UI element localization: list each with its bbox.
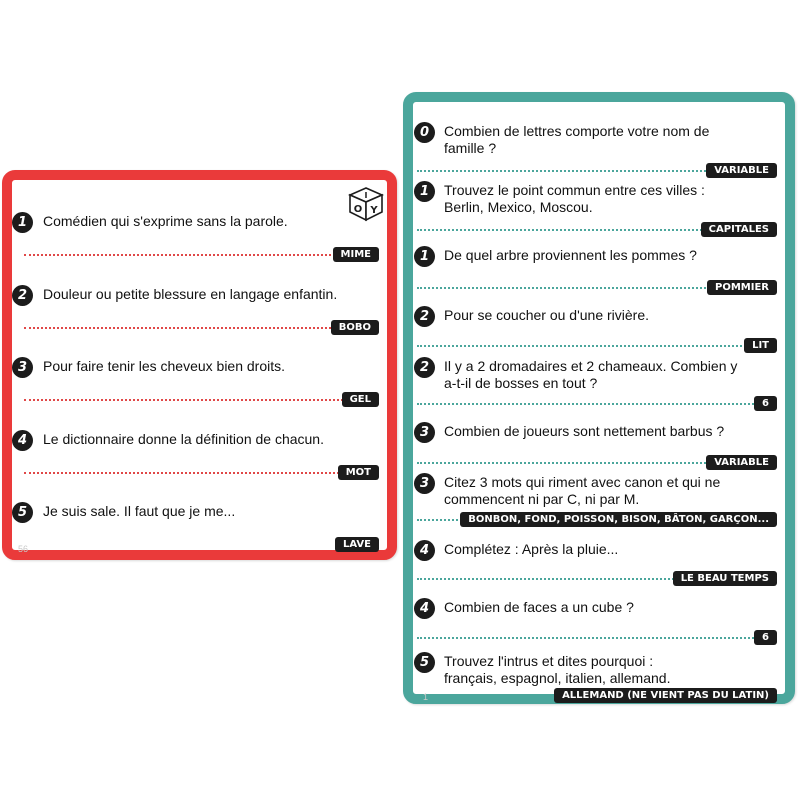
answer-row <box>417 512 777 528</box>
question-text-line: Pour se coucher ou d'une rivière. <box>444 307 650 323</box>
answer-label: GEL <box>342 392 379 407</box>
question-text-line: famille ? <box>444 140 497 156</box>
answer-label: MOT <box>338 465 379 480</box>
red-question-card <box>2 170 397 560</box>
answer-label: LAVE <box>335 537 379 552</box>
answer-row <box>24 392 379 408</box>
question-text <box>444 423 775 440</box>
question-text-line: Berlin, Mexico, Moscou. <box>444 199 593 215</box>
dice-letter-left: O <box>353 204 363 215</box>
question-text <box>444 599 775 616</box>
question-number-badge: 5 <box>12 502 33 523</box>
answer-label: 6 <box>754 630 777 645</box>
question-text-line: Complétez : Après la pluie... <box>444 541 619 557</box>
answer-row <box>24 537 379 553</box>
question-number-badge: 4 <box>414 540 435 561</box>
question-text: Pour faire tenir les cheveux bien droits. <box>43 358 286 374</box>
question-text-line: français, espagnol, italien, allemand. <box>444 670 671 686</box>
dotted-divider <box>24 472 379 474</box>
question-number-badge: 3 <box>12 357 33 378</box>
dice-letter-top: I <box>364 191 368 200</box>
answer-row <box>417 630 777 646</box>
question-number-badge: 2 <box>12 285 33 306</box>
answer-row <box>417 280 777 296</box>
page-number: 1 <box>423 692 429 702</box>
question-number-badge: 2 <box>414 357 435 378</box>
dice-letter-right: Y <box>370 205 378 216</box>
dotted-divider <box>417 637 777 639</box>
question-number-badge: 0 <box>414 122 435 143</box>
dotted-divider <box>417 403 777 405</box>
answer-row <box>24 320 379 336</box>
question-text <box>444 653 775 687</box>
question-text <box>444 307 775 324</box>
question-text <box>444 182 775 216</box>
question-number-badge: 5 <box>414 652 435 673</box>
answer-row <box>417 571 777 587</box>
answer-label: POMMIER <box>707 280 777 295</box>
question-text <box>444 474 775 508</box>
question-text-line: Combien de faces a un cube ? <box>444 599 634 615</box>
answer-label: 6 <box>754 396 777 411</box>
dotted-divider <box>24 399 379 401</box>
question-text <box>444 358 775 392</box>
answer-row <box>417 455 777 471</box>
question-text: Comédien qui s'exprime sans la parole. <box>43 213 288 229</box>
question-text-line: Citez 3 mots qui riment avec canon et qui ne <box>444 474 721 490</box>
answer-row <box>417 163 777 179</box>
answer-label: LE BEAU TEMPS <box>673 571 777 586</box>
answer-label: VARIABLE <box>706 455 777 470</box>
answer-label: LIT <box>744 338 777 353</box>
question-number-badge: 1 <box>414 246 435 267</box>
dotted-divider <box>417 345 777 347</box>
question-text-line: Il y a 2 dromadaires et 2 chameaux. Combien y <box>444 358 738 374</box>
answer-row <box>24 247 379 263</box>
answer-row <box>417 396 777 412</box>
answer-label: MIME <box>333 247 379 262</box>
answer-label: BONBON, FOND, POISSON, BISON, BÂTON, GARÇON... <box>460 512 777 527</box>
question-text: Je suis sale. Il faut que je me... <box>43 503 236 519</box>
question-text <box>444 247 775 264</box>
question-text: Douleur ou petite blessure en langage enfantin. <box>43 286 338 302</box>
question-text-line: Trouvez l'intrus et dites pourquoi : <box>444 653 654 669</box>
question-text-line: Trouvez le point commun entre ces villes : <box>444 182 705 198</box>
question-number-badge: 1 <box>414 181 435 202</box>
question-number-badge: 4 <box>12 430 33 451</box>
question-text <box>444 541 775 558</box>
answer-label: ALLEMAND (NE VIENT PAS DU LATIN) <box>554 688 777 703</box>
question-text-line: De quel arbre proviennent les pommes ? <box>444 247 697 263</box>
question-text-line: a-t-il de bosses en tout ? <box>444 375 598 391</box>
question-number-badge: 3 <box>414 473 435 494</box>
question-number-badge: 2 <box>414 306 435 327</box>
answer-label: CAPITALES <box>701 222 777 237</box>
question-text-line: Combien de lettres comporte votre nom de <box>444 123 710 139</box>
answer-label: BOBO <box>331 320 379 335</box>
teal-question-card <box>403 92 795 704</box>
question-number-badge: 1 <box>12 212 33 233</box>
dotted-divider <box>24 254 379 256</box>
answer-row <box>417 222 777 238</box>
question-text: Le dictionnaire donne la définition de chacun. <box>43 431 324 447</box>
dotted-divider <box>24 327 379 329</box>
answer-row <box>24 465 379 481</box>
answer-row <box>417 688 777 704</box>
question-text <box>444 123 775 157</box>
question-text-line: commencent ni par C, ni par M. <box>444 491 640 507</box>
question-text-line: Combien de joueurs sont nettement barbus ? <box>444 423 725 439</box>
answer-label: VARIABLE <box>706 163 777 178</box>
question-number-badge: 4 <box>414 598 435 619</box>
answer-row <box>417 338 777 354</box>
question-number-badge: 3 <box>414 422 435 443</box>
page-number: 56 <box>18 544 29 554</box>
